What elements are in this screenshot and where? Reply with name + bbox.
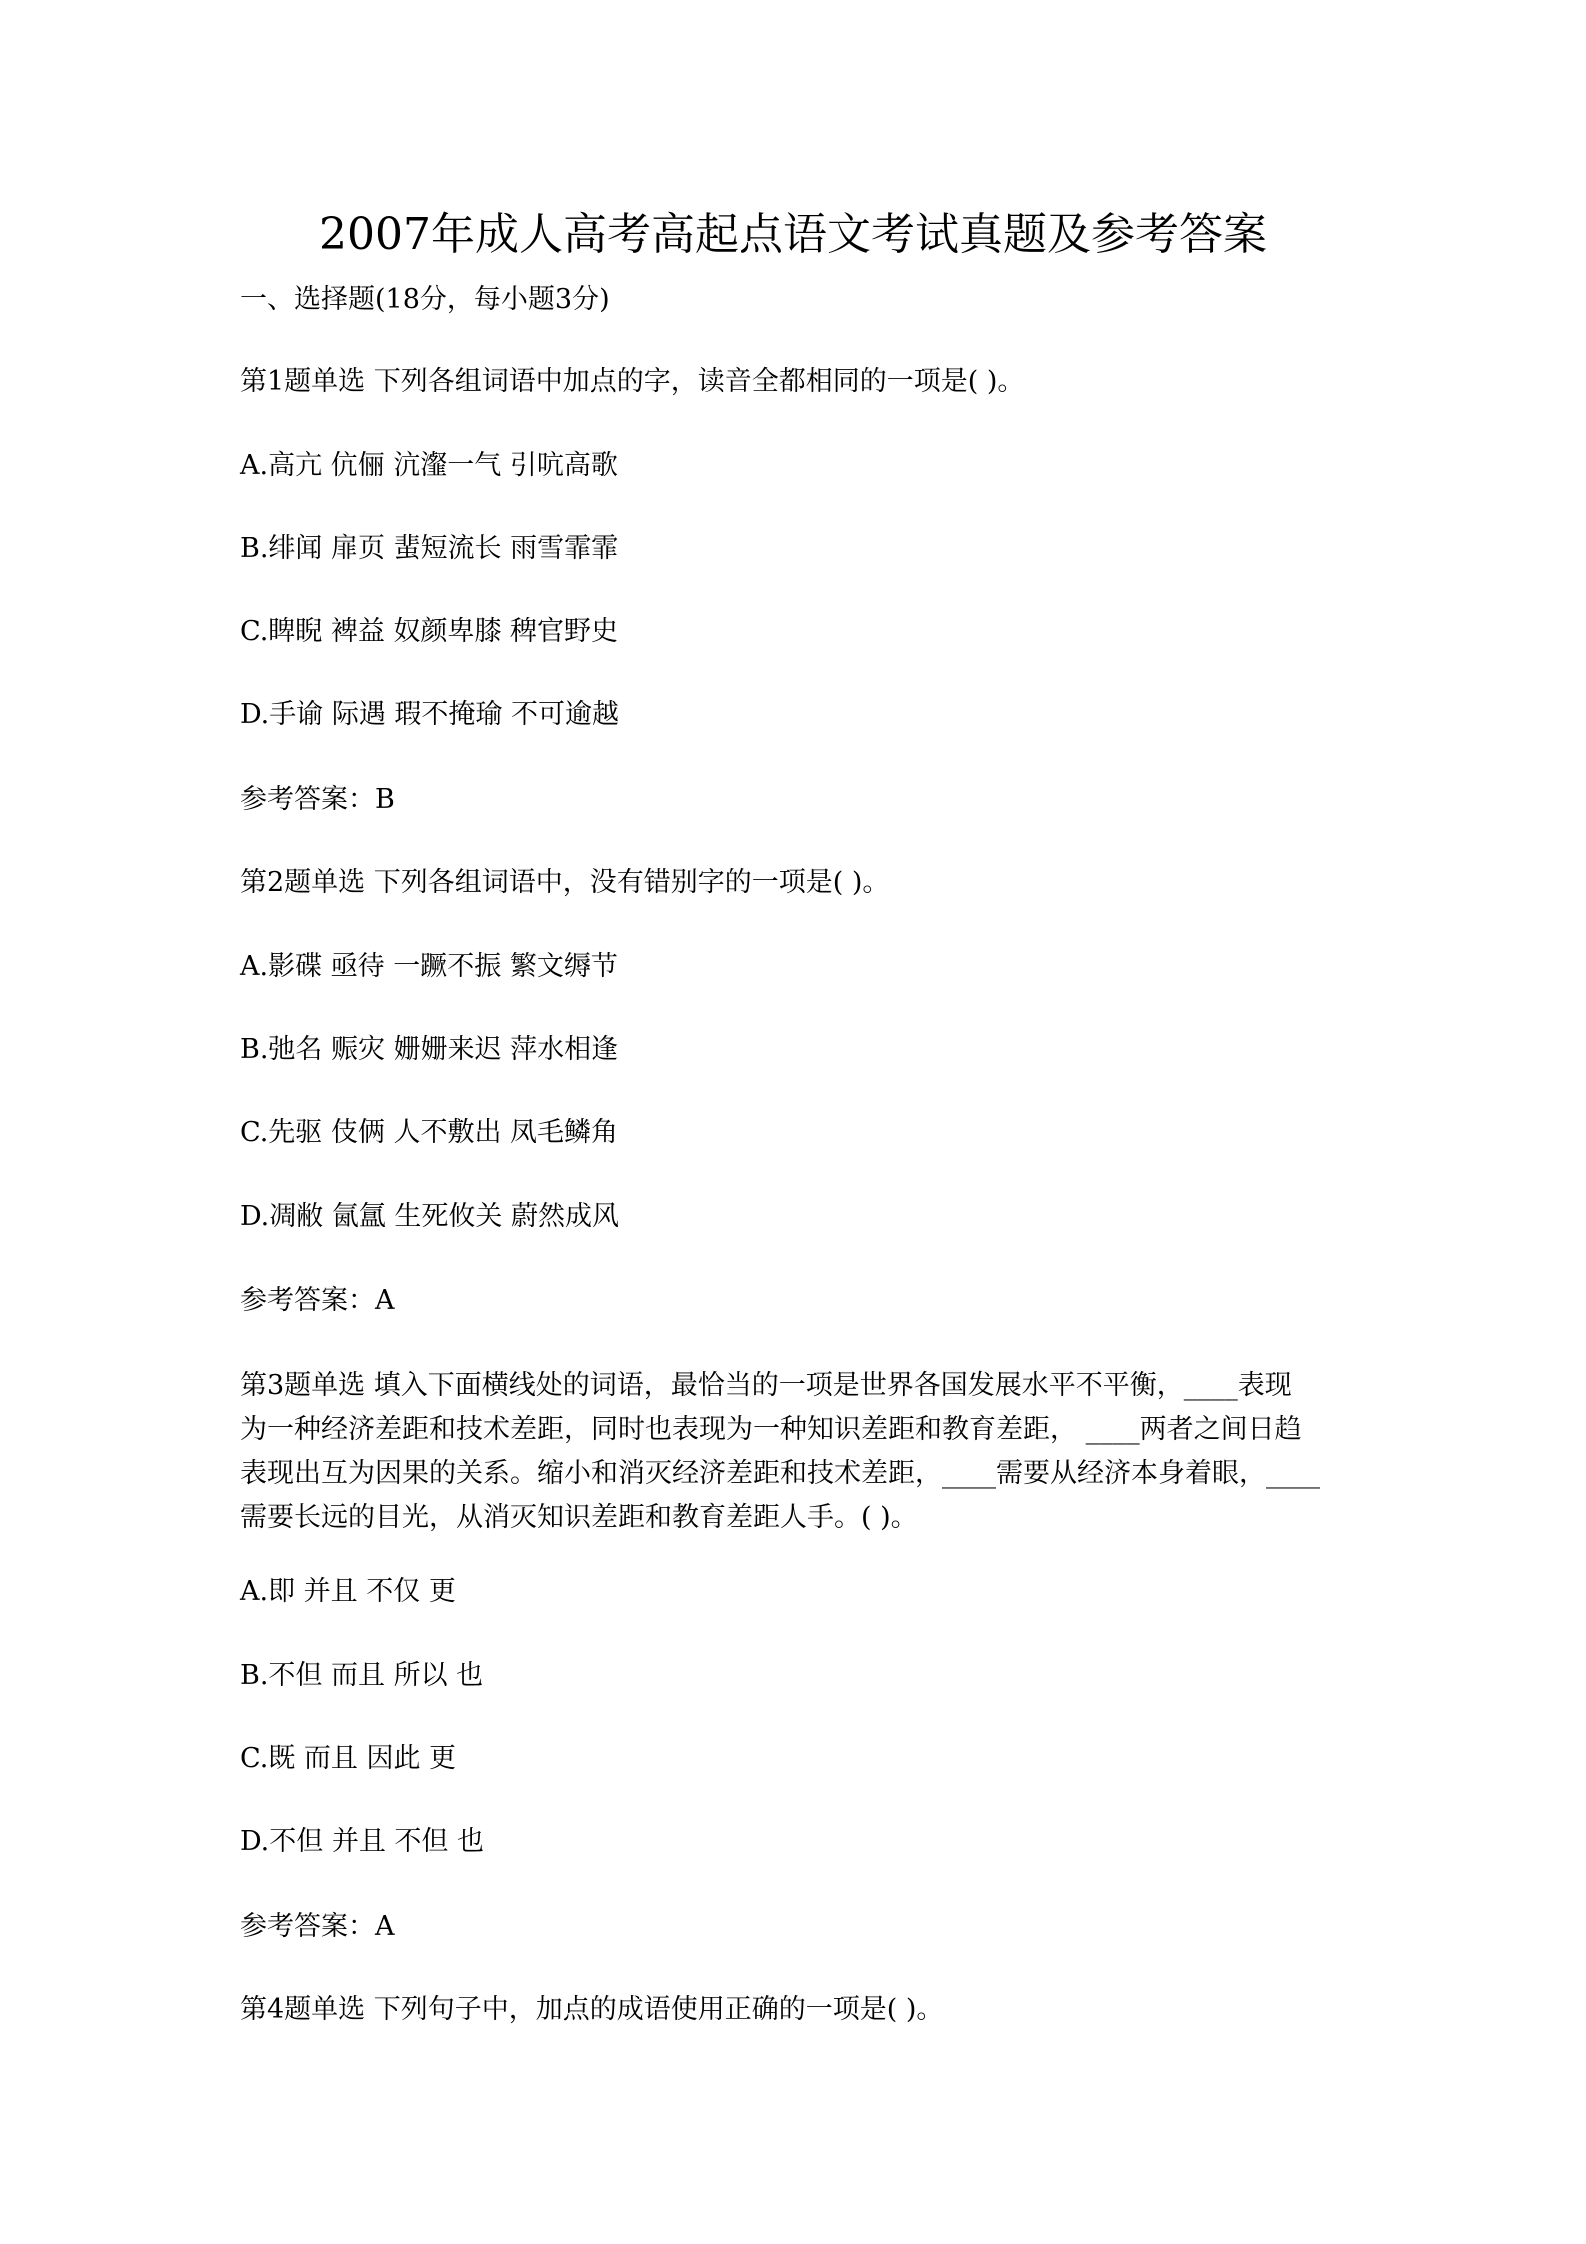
question-2-option-a: A.影碟 亟待 一蹶不振 繁文缛节 (240, 951, 618, 982)
question-3-stem (240, 1364, 1365, 1540)
question-3-stem-line: 第3题单选 填入下面横线处的词语，最恰当的一项是世界各国发展水平不平衡，____表现 (240, 1370, 1292, 1401)
question-1-stem: 第1题单选 下列各组词语中加点的字，读音全都相同的一项是( )。 (240, 366, 1025, 397)
question-3-option-a: A.即 并且 不仅 更 (240, 1576, 456, 1607)
question-1-option-b: B.绯闻 扉页 蜚短流长 雨雪霏霏 (240, 533, 619, 564)
question-3-option-b: B.不但 而且 所以 也 (240, 1660, 484, 1691)
question-3-stem-line: 为一种经济差距和技术差距，同时也表现为一种知识差距和教育差距， ____两者之间日趋 (240, 1414, 1302, 1445)
question-1-option-d: D.手谕 际遇 瑕不掩瑜 不可逾越 (240, 699, 620, 730)
question-2-stem: 第2题单选 下列各组词语中，没有错别字的一项是( )。 (240, 867, 890, 898)
question-2-answer: 参考答案：A (240, 1285, 395, 1316)
question-3-stem-line: 表现出互为因果的关系。缩小和消灭经济差距和技术差距，____需要从经济本身着眼，____ (240, 1458, 1320, 1489)
question-3-stem-line: 需要长远的目光，从消灭知识差距和教育差距人手。( )。 (240, 1502, 918, 1533)
question-2-option-d: D.凋敝 氤氲 生死攸关 蔚然成风 (240, 1201, 620, 1232)
question-1-answer: 参考答案：B (240, 784, 395, 815)
question-2-option-c: C.先驱 伎俩 人不敷出 凤毛鳞角 (240, 1117, 619, 1148)
question-3-answer: 参考答案：A (240, 1911, 395, 1942)
question-2-option-b: B.弛名 赈灾 姗姗来迟 萍水相逢 (240, 1034, 619, 1065)
question-3-option-d: D.不但 并且 不但 也 (240, 1826, 485, 1857)
section-heading: 一、选择题(18分，每小题3分) (240, 284, 610, 315)
question-4-stem: 第4题单选 下列句子中，加点的成语使用正确的一项是( )。 (240, 1994, 944, 2025)
question-1-option-c: C.睥睨 裨益 奴颜卑膝 稗官野史 (240, 616, 619, 647)
question-3-option-c: C.既 而且 因此 更 (240, 1743, 457, 1774)
question-1-option-a: A.高亢 伉俪 沆瀣一气 引吭高歌 (240, 450, 618, 481)
document-title: 2007年成人高考高起点语文考试真题及参考答案 (319, 209, 1267, 260)
